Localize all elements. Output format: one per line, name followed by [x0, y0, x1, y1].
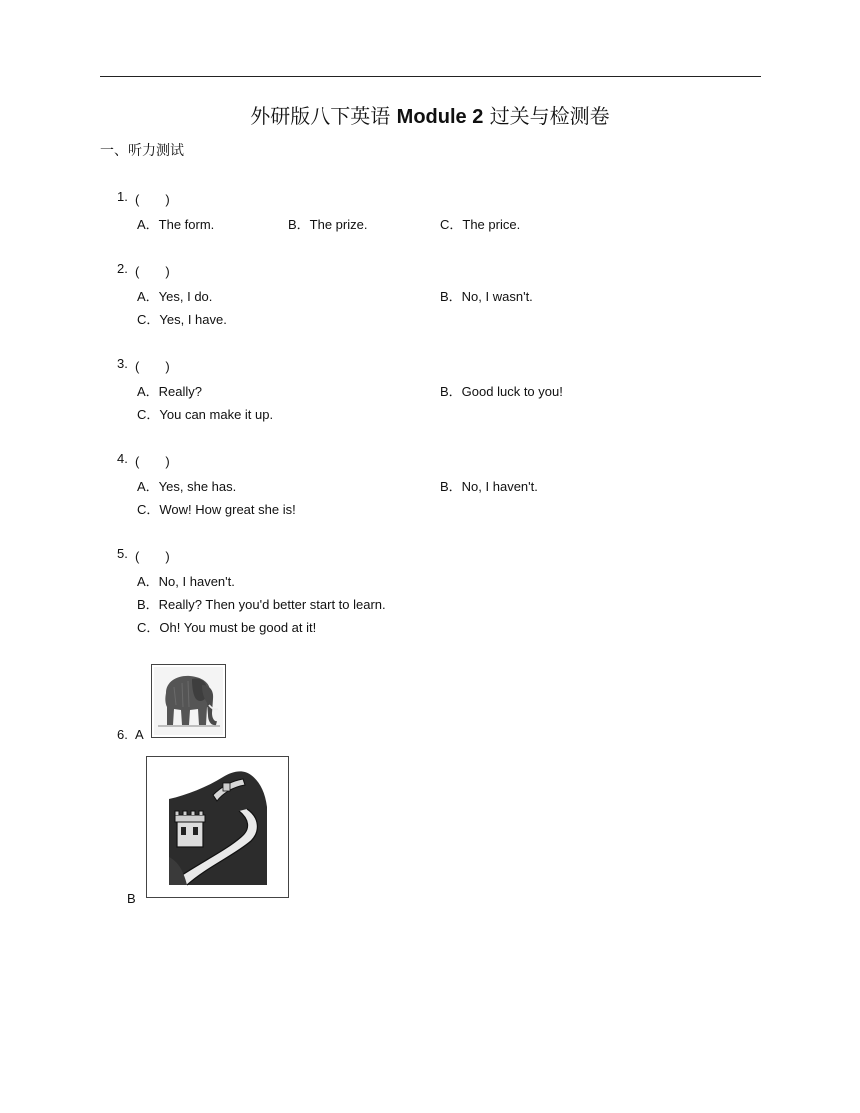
question-1-blank: ( ) — [135, 192, 170, 207]
question-3-number: 3. — [117, 356, 128, 371]
question-2-option-a: A．Yes, I do. — [137, 289, 213, 304]
question-4-option-a: A．Yes, she has. — [137, 479, 237, 494]
title-module: Module 2 — [396, 106, 484, 128]
question-1-option-b: B．The prize. — [288, 217, 368, 232]
question-5-option-c: C．Oh! You must be good at it! — [137, 620, 317, 635]
question-3-blank: ( ) — [135, 359, 170, 374]
question-1-option-a: A．The form. — [137, 217, 215, 232]
question-4-option-b: B．No, I haven't. — [440, 479, 538, 494]
page-title — [0, 100, 860, 129]
header-rule — [100, 76, 761, 77]
question-2-blank: ( ) — [135, 264, 170, 279]
elephant-picture — [151, 664, 226, 738]
question-4-option-c: C．Wow! How great she is! — [137, 502, 296, 517]
elephant-icon — [152, 665, 225, 737]
question-4-number: 4. — [117, 451, 128, 466]
question-6-number: 6. — [117, 727, 128, 742]
great-wall-picture — [146, 756, 289, 898]
question-1-option-c: C．The price. — [440, 217, 521, 232]
question-3-option-a: A．Really? — [137, 384, 203, 399]
question-6-option-a-label: A — [135, 727, 144, 742]
question-5-blank: ( ) — [135, 549, 170, 564]
question-1-number: 1. — [117, 189, 128, 204]
title-cn-prefix: 外研版八下英语 — [250, 104, 391, 128]
question-3-option-b: B．Good luck to you! — [440, 384, 563, 399]
question-5-number: 5. — [117, 546, 128, 561]
question-2-number: 2. — [117, 261, 128, 276]
question-6-option-b-label: B — [127, 891, 136, 906]
question-2-option-b: B．No, I wasn't. — [440, 289, 533, 304]
section-heading: 一、听力测试 — [100, 143, 184, 159]
question-5-option-a: A．No, I haven't. — [137, 574, 235, 589]
question-2-option-c: C．Yes, I have. — [137, 312, 227, 327]
question-3-option-c: C．You can make it up. — [137, 407, 274, 422]
question-4-blank: ( ) — [135, 454, 170, 469]
great-wall-icon — [147, 757, 288, 897]
question-5-option-b: B．Really? Then you'd better start to learn. — [137, 597, 386, 612]
title-cn-suffix: 过关与检测卷 — [489, 104, 610, 128]
